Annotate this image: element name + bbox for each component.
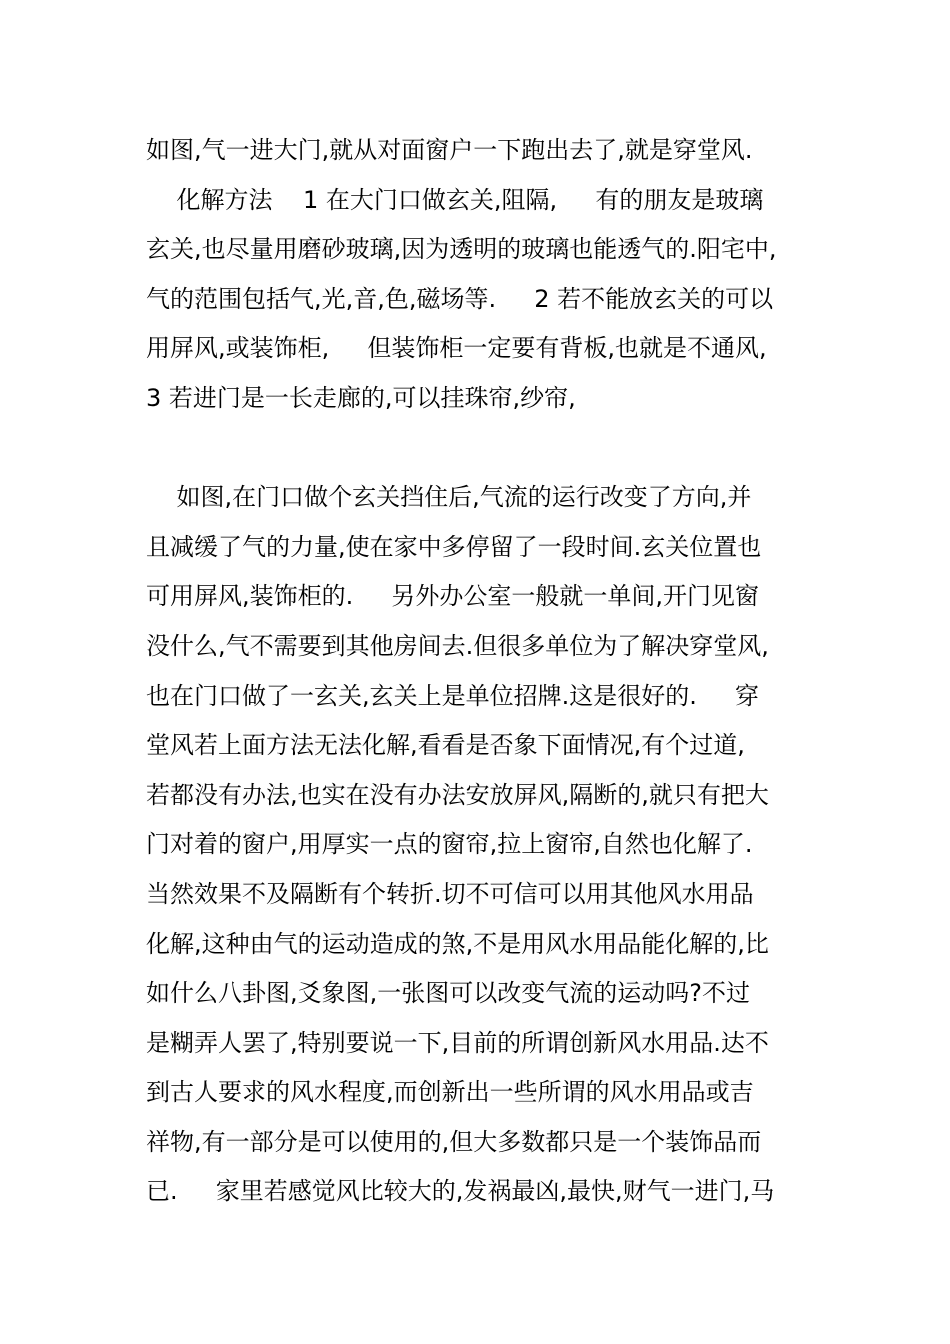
text-line: 可用屏风,装饰柜的. 另外办公室一般就一单间,开门见窗: [146, 582, 760, 611]
text-line: 用屏风,或装饰柜, 但装饰柜一定要有背板,也就是不通风,: [146, 334, 767, 363]
text-line: 如什么八卦图,爻象图,一张图可以改变气流的运动吗?不过: [146, 979, 750, 1008]
text-line: 化解方法 1 在大门口做玄关,阻隔, 有的朋友是玻璃: [146, 185, 764, 214]
text-line: 也在门口做了一玄关,玄关上是单位招牌.这是很好的. 穿: [146, 681, 760, 710]
text-line: 气的范围包括气,光,音,色,磁场等. 2 若不能放玄关的可以: [146, 284, 774, 313]
text-line: 当然效果不及隔断有个转折.切不可信可以用其他风水用品: [146, 879, 754, 908]
text-line: 且减缓了气的力量,使在家中多停留了一段时间.玄关位置也: [146, 532, 762, 561]
text-line: 到古人要求的风水程度,而创新出一些所谓的风水用品或吉: [146, 1078, 754, 1107]
text-line: 堂风若上面方法无法化解,看看是否象下面情况,有个过道,: [146, 731, 745, 760]
text-line: 化解,这种由气的运动造成的煞,不是用风水用品能化解的,比: [146, 929, 769, 958]
text-line: 没什么,气不需要到其他房间去.但很多单位为了解决穿堂风,: [146, 631, 769, 660]
text-line: 玄关,也尽量用磨砂玻璃,因为透明的玻璃也能透气的.阳宅中,: [146, 235, 777, 264]
text-line: 如图,气一进大门,就从对面窗户一下跑出去了,就是穿堂风.: [146, 136, 753, 164]
text-line: 是糊弄人罢了,特别要说一下,目前的所谓创新风水用品.达不: [146, 1028, 769, 1057]
text-line: 3 若进门是一长走廊的,可以挂珠帘,纱帘,: [146, 383, 576, 412]
text-line: 已. 家里若感觉风比较大的,发祸最凶,最快,财气一进门,马: [146, 1177, 775, 1206]
text-line: 祥物,有一部分是可以使用的,但大多数都只是一个装饰品而: [146, 1127, 762, 1156]
text-line: 若都没有办法,也实在没有办法安放屏风,隔断的,就只有把大: [146, 780, 769, 809]
paragraph-gap: [146, 424, 826, 474]
body-text: [146, 126, 826, 1217]
text-line: 门对着的窗户,用厚实一点的窗帘,拉上窗帘,自然也化解了.: [146, 830, 753, 859]
text-line: 如图,在门口做个玄关挡住后,气流的运行改变了方向,并: [146, 483, 752, 512]
